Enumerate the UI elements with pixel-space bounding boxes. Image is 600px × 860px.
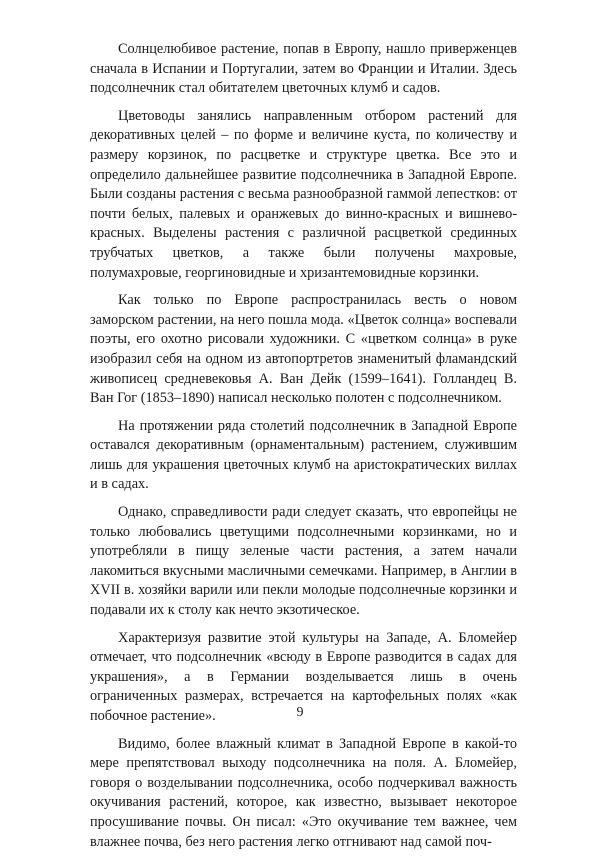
- paragraph-2: Цветоводы занялись направленным отбором растений для декоративных целей – по форме и величине куста, по количеству и размеру корзинок, по расцветке и структуре цветка. Все это и определило дальнейшее развитие подсолнечника в Западной Европе. Были созданы растения с весьма разнообразной гаммой лепестков: от почти белых, палевых и оранжевых до винно-красных и вишнево-красных. Выделены растения с различной расцветкой срединных трубчатых цветков, а также были получены махровые, полумахровые, георгиновидные и хризантемовидные корзинки.: [90, 107, 517, 281]
- paragraph-1: Солнцелюбивое растение, попав в Европу, нашло приверженцев сначала в Испании и Португалии, затем во Франции и Италии. Здесь подсолнечник стал обитателем цветочных клумб и садов.: [90, 41, 517, 97]
- paragraph-4: На протяжении ряда столетий подсолнечник в Западной Европе оставался декоративным (орнаментальным) растением, служившим лишь для украшения цветочных клумб на аристократических виллах и в садах.: [90, 417, 517, 493]
- paragraph-7: Видимо, более влажный климат в Западной Европе в какой-то мере препятствовал выходу подсолнечника на поля. А. Бломейер, говоря о возделывании подсолнечника, особо подчеркивал важность окучивания растений, которое, как известно, вызывает некоторое просушивание почвы. Он писал: «Это окучивание тем важнее, чем влажнее почва, без него растения легко отгнивают над самой поч-: [90, 735, 517, 850]
- paragraph-6: Характеризуя развитие этой культуры на Западе, А. Бломейер отмечает, что подсолнечник «всюду в Европе разводится в садах для украшения», а в Германии возделывается лишь в очень ограниченных размерах, встречается на картофельных полях «как побочное растение».: [90, 629, 517, 724]
- page-number: 9: [296, 705, 304, 720]
- body-text: [90, 40, 517, 860]
- paragraph-3: Как только по Европе распространилась весть о новом заморском растении, на него пошла мода. «Цветок солнца» воспевали поэты, его охотно рисовали художники. С «цветком солнца» в руке изобразил себя на одном из автопортретов знаменитый фламандский живописец средневековья А. Ван Дейк (1599–1641). Голландец В. Ван Гог (1853–1890) написал несколько полотен с подсолнечником.: [90, 292, 517, 407]
- paragraph-5: Однако, справедливости ради следует сказать, что европейцы не только любовались цветущими подсолнечными корзинками, но и употребляли в пищу зеленые части растения, а затем начали лакомиться вкусными масличными семечками. Например, в Англии в XVII в. хозяйки варили или пекли молодые подсолнечные корзинки и подавали их к столу как нечто экзотическое.: [90, 504, 517, 619]
